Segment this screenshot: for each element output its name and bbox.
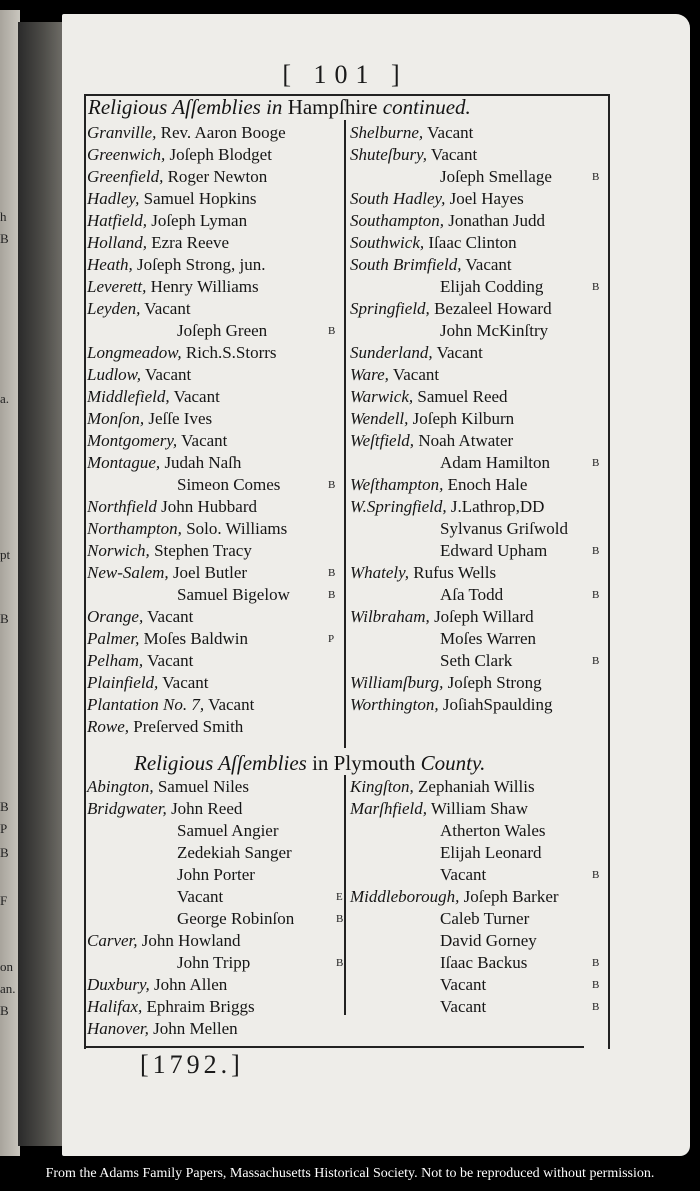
- list-item: [87, 232, 342, 254]
- minister-name: Bezaleel Howard: [434, 299, 552, 318]
- denomination-mark: B: [592, 655, 600, 667]
- previous-page-fragment: on: [0, 959, 13, 974]
- minister-name: John Howland: [141, 931, 241, 950]
- minister-name: William Shaw: [430, 799, 528, 818]
- minister-name: Aſa Todd: [440, 585, 504, 604]
- minister-name: Joel Butler: [172, 563, 248, 582]
- town-name: W.Springfield,: [350, 497, 447, 516]
- town-name: Middlefield,: [87, 387, 170, 406]
- list-item: [350, 930, 690, 952]
- minister-name: Atherton Wales: [440, 821, 546, 840]
- list-item: [87, 188, 342, 210]
- list-item: [350, 364, 602, 386]
- list-item: [87, 386, 342, 408]
- list-item: [350, 122, 602, 144]
- minister-name: Sylvanus Griſwold: [440, 519, 568, 538]
- list-item: [350, 672, 602, 694]
- list-item: [350, 342, 602, 364]
- list-item: [350, 996, 690, 1018]
- minister-name: Moſes Warren: [440, 629, 537, 648]
- list-item: [350, 952, 690, 974]
- list-item: [350, 232, 602, 254]
- town-name: South Brimfield,: [350, 255, 462, 274]
- minister-name: Vacant: [430, 145, 478, 164]
- town-name: Norwich,: [87, 541, 150, 560]
- minister-name: Samuel Niles: [157, 777, 249, 796]
- town-name: Marſhfield,: [350, 799, 427, 818]
- town-name: Plainfield,: [87, 673, 159, 692]
- minister-name: Judah Naſh: [164, 453, 242, 472]
- denomination-mark: B: [328, 589, 336, 601]
- list-item: [87, 798, 342, 820]
- previous-page-fragment: an.: [0, 981, 16, 996]
- minister-name: Vacant: [392, 365, 440, 384]
- previous-page-fragment: B: [0, 231, 9, 246]
- list-item: [87, 776, 342, 798]
- minister-name: Henry Williams: [150, 277, 259, 296]
- list-item: [87, 254, 342, 276]
- minister-name: Jonathan Judd: [448, 211, 546, 230]
- list-item: [350, 606, 602, 628]
- list-item: [87, 930, 342, 952]
- town-name: Abington,: [87, 777, 154, 796]
- minister-name: John McKinſtry: [440, 321, 549, 340]
- town-name: Duxbury,: [87, 975, 150, 994]
- list-item: [87, 452, 342, 474]
- minister-name: Vacant: [465, 255, 512, 274]
- list-item: [350, 694, 602, 716]
- list-item: [350, 540, 690, 562]
- previous-page-fragment: a.: [0, 391, 10, 406]
- list-item: [87, 166, 342, 188]
- list-item: [350, 650, 690, 672]
- denomination-mark: B: [592, 457, 600, 469]
- minister-name: Joſeph Willard: [434, 607, 534, 626]
- minister-name: Joel Hayes: [449, 189, 524, 208]
- denomination-mark: B: [592, 957, 600, 969]
- heading-italic-part: Religious Aſſemblies: [134, 751, 307, 775]
- town-name: Halifax,: [87, 997, 143, 1016]
- town-name: Longmeadow,: [87, 343, 182, 362]
- list-item: [350, 474, 602, 496]
- town-name: Greenwich,: [87, 145, 166, 164]
- heading-roman-part: in Plymouth: [312, 751, 416, 775]
- denomination-mark: B: [592, 589, 600, 601]
- list-item: [87, 518, 342, 540]
- list-item: [350, 188, 602, 210]
- previous-page-fragment: B: [0, 845, 9, 860]
- minister-name: Jeſſe Ives: [148, 409, 213, 428]
- minister-name: Vacant: [440, 975, 487, 994]
- minister-name: Samuel Reed: [417, 387, 508, 406]
- list-item: [350, 562, 602, 584]
- list-item: [87, 298, 342, 320]
- previous-page-fragment: B: [0, 611, 9, 626]
- town-name: Wendell,: [350, 409, 409, 428]
- minister-name: Joſeph Strong, jun.: [137, 255, 266, 274]
- denomination-mark: B: [592, 545, 600, 557]
- list-item: [87, 562, 342, 584]
- town-name: Leyden,: [87, 299, 141, 318]
- list-item: [87, 496, 342, 518]
- page-number: [ 101 ]: [282, 60, 408, 89]
- list-item: [87, 144, 342, 166]
- heading-roman-part: Hampſhire: [287, 95, 378, 119]
- minister-name: Zedekiah Sanger: [177, 843, 292, 862]
- minister-name: Solo. Williams: [186, 519, 288, 538]
- minister-name: John Reed: [171, 799, 243, 818]
- town-name: Southampton,: [350, 211, 444, 230]
- town-name: Shelburne,: [350, 123, 424, 142]
- town-name: Warwick,: [350, 387, 414, 406]
- minister-name: Seth Clark: [440, 651, 513, 670]
- list-item: [350, 974, 690, 996]
- heading-italic-part: Religious Aſſemblies in: [88, 95, 283, 119]
- town-name: Orange,: [87, 607, 144, 626]
- minister-name: Preſerved Smith: [133, 717, 244, 736]
- minister-name: Elijah Codding: [440, 277, 544, 296]
- town-name: Monſon,: [87, 409, 145, 428]
- list-item: [350, 518, 690, 540]
- minister-name: Elijah Leonard: [440, 843, 542, 862]
- denomination-mark: B: [336, 957, 344, 969]
- town-name: Hatfield,: [87, 211, 147, 230]
- list-item: [350, 166, 690, 188]
- minister-name: David Gorney: [440, 931, 537, 950]
- minister-name: Samuel Hopkins: [143, 189, 257, 208]
- town-name: Granville,: [87, 123, 157, 142]
- minister-name: Ephraim Briggs: [146, 997, 255, 1016]
- column-divider-hampshire: [344, 120, 346, 748]
- minister-name: Vacant: [427, 123, 474, 142]
- town-name: Montgomery,: [87, 431, 178, 450]
- denomination-mark: B: [328, 567, 336, 579]
- denomination-mark: B: [328, 479, 336, 491]
- list-item: [87, 540, 342, 562]
- list-item: [87, 364, 342, 386]
- minister-name: John Tripp: [177, 953, 251, 972]
- town-name: Wilbraham,: [350, 607, 430, 626]
- list-item: [350, 584, 690, 606]
- list-item: [350, 798, 602, 820]
- town-name: Plantation No. 7,: [87, 695, 205, 714]
- list-item: [350, 430, 602, 452]
- list-item: [350, 908, 690, 930]
- minister-name: Vacant: [147, 651, 194, 670]
- town-name: Hadley,: [87, 189, 140, 208]
- minister-name: Caleb Turner: [440, 909, 530, 928]
- town-name: Bridgwater,: [87, 799, 167, 818]
- denomination-mark: B: [328, 325, 336, 337]
- denomination-mark: B: [592, 1001, 600, 1013]
- minister-name: Edward Upham: [440, 541, 548, 560]
- town-name: Ludlow,: [87, 365, 142, 384]
- minister-name: Vacant: [181, 431, 228, 450]
- minister-name: Roger Newton: [167, 167, 268, 186]
- list-item: [350, 452, 690, 474]
- town-name: Palmer,: [87, 629, 140, 648]
- list-item: [350, 886, 602, 908]
- town-name: Weſtfield,: [350, 431, 415, 450]
- previous-page-fragment: B: [0, 799, 9, 814]
- minister-name: Vacant: [177, 887, 224, 906]
- town-name: Williamſburg,: [350, 673, 444, 692]
- minister-name: Noah Atwater: [418, 431, 514, 450]
- denomination-mark: B: [592, 869, 600, 881]
- previous-page-fragment: F: [0, 893, 8, 908]
- town-name: Pelham,: [87, 651, 144, 670]
- minister-name: Zephaniah Willis: [418, 777, 535, 796]
- previous-page-fragment: B: [0, 1003, 9, 1018]
- minister-name: Vacant: [440, 865, 487, 884]
- town-name: South Hadley,: [350, 189, 446, 208]
- town-name: Rowe,: [87, 717, 130, 736]
- town-name: Southwick,: [350, 233, 425, 252]
- section-heading-plymouth: [134, 750, 584, 776]
- minister-name: Iſaac Backus: [440, 953, 528, 972]
- list-item: [87, 122, 342, 144]
- list-item: [87, 1018, 342, 1040]
- minister-name: Ezra Reeve: [151, 233, 230, 252]
- town-name: Montague,: [87, 453, 161, 472]
- previous-page-fragment: pt: [0, 547, 11, 562]
- town-name: Whately,: [350, 563, 410, 582]
- minister-name: Rufus Wells: [413, 563, 497, 582]
- minister-name: Vacant: [144, 365, 192, 384]
- minister-name: Joſeph Lyman: [151, 211, 248, 230]
- minister-name: JoſiahSpaulding: [442, 695, 553, 714]
- footer-credit: From the Adams Family Papers, Massachusetts Historical Society. Not to be reproduced without permission.: [45, 1166, 655, 1181]
- list-item: [350, 408, 602, 430]
- minister-name: Vacant: [173, 387, 220, 406]
- town-name: Worthington,: [350, 695, 439, 714]
- town-name: New-Salem,: [87, 563, 169, 582]
- list-item: [87, 996, 342, 1018]
- list-item: [350, 864, 690, 886]
- list-item: [350, 386, 602, 408]
- minister-name: Joſeph Barker: [463, 887, 559, 906]
- minister-name: Vacant: [440, 997, 487, 1016]
- list-item: [87, 430, 342, 452]
- minister-name: Vacant: [147, 607, 194, 626]
- minister-name: Vacant: [162, 673, 209, 692]
- town-name: Holland,: [87, 233, 147, 252]
- minister-name: George Robinſon: [177, 909, 295, 928]
- minister-name: Iſaac Clinton: [428, 233, 517, 252]
- minister-name: Joſeph Green: [177, 321, 268, 340]
- list-item: [350, 628, 690, 650]
- denomination-mark: B: [592, 281, 600, 293]
- minister-name: John Porter: [177, 865, 255, 884]
- town-name: Northfield: [87, 497, 157, 516]
- list-item: [87, 408, 342, 430]
- town-name: Carver,: [87, 931, 138, 950]
- list-item: [350, 776, 602, 798]
- list-item: [350, 210, 602, 232]
- list-item: [350, 320, 690, 342]
- town-name: Ware,: [350, 365, 389, 384]
- town-name: Kingſton,: [350, 777, 414, 796]
- town-name: Springfield,: [350, 299, 430, 318]
- minister-name: John Allen: [154, 975, 228, 994]
- minister-name: Adam Hamilton: [440, 453, 551, 472]
- minister-name: Samuel Angier: [177, 821, 279, 840]
- list-item: [350, 496, 602, 518]
- list-item: [350, 144, 602, 166]
- denomination-mark: B: [592, 171, 600, 183]
- previous-page-fragment: h: [0, 209, 7, 224]
- list-item: [87, 716, 342, 738]
- list-item: [350, 842, 690, 864]
- list-item: [87, 628, 342, 650]
- list-item: [87, 342, 342, 364]
- list-item: [350, 276, 690, 298]
- town-name: Middleborough,: [350, 887, 460, 906]
- minister-name: Vacant: [208, 695, 255, 714]
- list-item: [87, 276, 342, 298]
- town-name: Sunderland,: [350, 343, 433, 362]
- list-item: [87, 650, 342, 672]
- list-item: [87, 974, 342, 996]
- heading-italic-part: continued.: [382, 95, 471, 119]
- minister-name: John Mellen: [153, 1019, 238, 1038]
- town-name: Northampton,: [87, 519, 182, 538]
- denomination-mark: B: [592, 979, 600, 991]
- town-name: Heath,: [87, 255, 133, 274]
- section-heading-hampshire: [88, 94, 602, 120]
- minister-name: Joſeph Strong: [447, 673, 542, 692]
- list-item: [87, 606, 342, 628]
- minister-name: Joſeph Kilburn: [412, 409, 515, 428]
- minister-name: Moſes Baldwin: [143, 629, 249, 648]
- minister-name: Stephen Tracy: [154, 541, 252, 560]
- list-item: [87, 210, 342, 232]
- minister-name: Simeon Comes: [177, 475, 281, 494]
- denomination-mark: E: [336, 891, 343, 903]
- minister-name: J.Lathrop,DD: [450, 497, 545, 516]
- town-name: Weſthampton,: [350, 475, 444, 494]
- minister-name: Vacant: [144, 299, 191, 318]
- list-item: [87, 694, 342, 716]
- minister-name: Samuel Bigelow: [177, 585, 290, 604]
- list-item: [350, 298, 602, 320]
- heading-italic-part: County.: [420, 751, 486, 775]
- book-gutter: [18, 22, 68, 1146]
- year-stamp: [1792.]: [140, 1050, 244, 1079]
- previous-page-fragment: P: [0, 821, 8, 836]
- minister-name: Joſeph Blodget: [169, 145, 272, 164]
- town-name: Greenfield,: [87, 167, 164, 186]
- list-item: [350, 820, 690, 842]
- town-name: Leverett,: [87, 277, 147, 296]
- denomination-mark: P: [328, 633, 335, 645]
- town-name: Hanover,: [87, 1019, 149, 1038]
- list-item: [87, 672, 342, 694]
- list-item: [350, 254, 602, 276]
- town-name: Shuteſbury,: [350, 145, 427, 164]
- minister-name: Rich.S.Storrs: [185, 343, 277, 362]
- minister-name: Enoch Hale: [447, 475, 528, 494]
- denomination-mark: B: [336, 913, 344, 925]
- minister-name: Joſeph Smellage: [440, 167, 552, 186]
- minister-name: John Hubbard: [161, 497, 258, 516]
- minister-name: Rev. Aaron Booge: [160, 123, 286, 142]
- minister-name: Vacant: [436, 343, 483, 362]
